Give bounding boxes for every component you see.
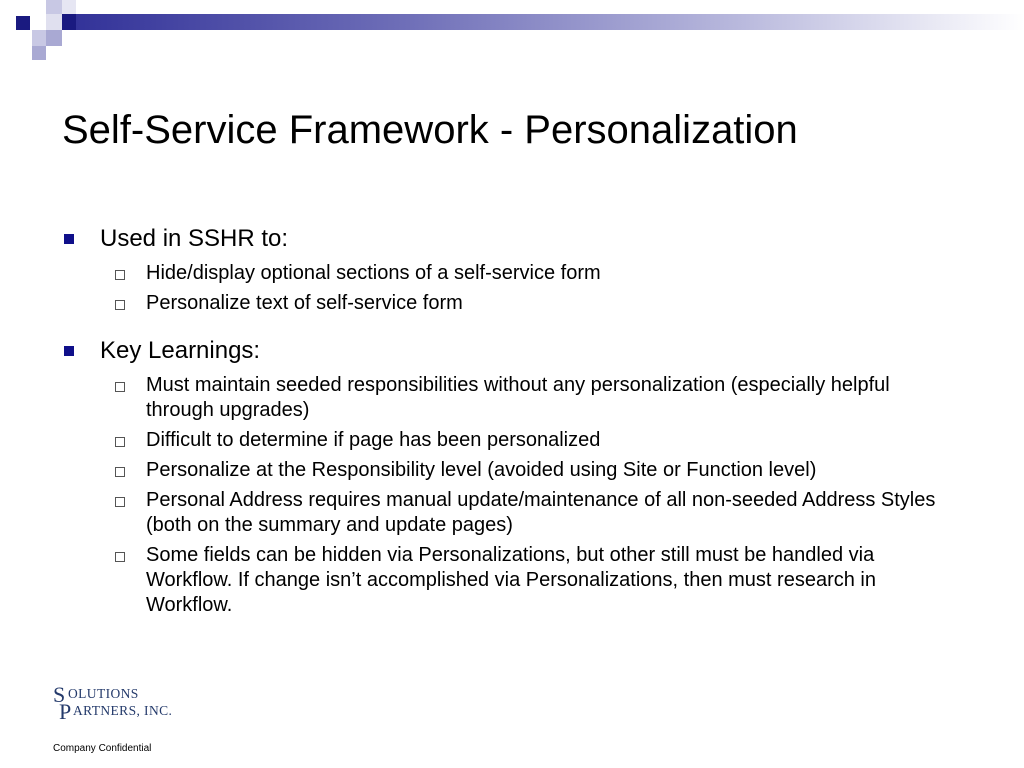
slide-content: [62, 222, 962, 636]
bullet-level-2: [62, 261, 962, 286]
deco-square: [62, 14, 76, 30]
deco-square: [46, 0, 62, 14]
deco-square: [46, 14, 62, 30]
deco-square: [32, 46, 46, 60]
header-gradient-bar: [76, 14, 1024, 30]
bullet-text: Some fields can be hidden via Personalizations, but other still must be handled via Workflow. If change isn’t accomplished via Personalizations, then must research in Workflow.: [146, 544, 876, 616]
bullet-level-2: [62, 543, 962, 618]
logo-line1-text: OLUTIONS: [68, 686, 139, 701]
section-used-in-sshr: [62, 222, 962, 316]
hollow-square-bullet-icon: [115, 437, 125, 447]
hollow-square-bullet-icon: [115, 270, 125, 280]
bullet-text: Key Learnings:: [100, 337, 261, 364]
bullet-level-2: [62, 458, 962, 483]
footer-confidential: Company Confidential: [53, 743, 152, 754]
bullet-text: Difficult to determine if page has been personalized: [146, 429, 601, 451]
hollow-square-bullet-icon: [115, 467, 125, 477]
bullet-level-2: [62, 291, 962, 316]
deco-square: [16, 16, 30, 30]
bullet-text: Must maintain seeded responsibilities without any personalization (especially helpful through upgrades): [146, 374, 890, 421]
logo-initial-s: S: [53, 682, 66, 707]
bullet-text: Hide/display optional sections of a self-service form: [146, 262, 601, 284]
logo-initial-p: P: [59, 699, 72, 724]
bullet-level-2: [62, 428, 962, 453]
square-bullet-icon: [64, 234, 74, 244]
deco-square: [46, 30, 62, 46]
bullet-text: Personalize at the Responsibility level (avoided using Site or Function level): [146, 459, 817, 481]
bullet-text: Personal Address requires manual update/maintenance of all non-seeded Address Styles (both on the summary and update pages): [146, 489, 936, 536]
bullet-level-1: [62, 222, 962, 256]
company-logo: [53, 684, 213, 728]
hollow-square-bullet-icon: [115, 552, 125, 562]
bullet-level-1: [62, 334, 962, 368]
logo-line2-text: ARTNERS, INC.: [73, 703, 173, 718]
section-key-learnings: [62, 334, 962, 618]
slide-title: Self-Service Framework - Personalization: [62, 108, 798, 152]
deco-square: [62, 0, 76, 14]
square-bullet-icon: [64, 346, 74, 356]
hollow-square-bullet-icon: [115, 497, 125, 507]
hollow-square-bullet-icon: [115, 300, 125, 310]
hollow-square-bullet-icon: [115, 382, 125, 392]
bullet-level-2: [62, 488, 962, 538]
bullet-text: Used in SSHR to:: [100, 225, 289, 252]
bullet-text: Personalize text of self-service form: [146, 292, 463, 314]
bullet-level-2: [62, 373, 962, 423]
deco-square: [32, 30, 46, 46]
